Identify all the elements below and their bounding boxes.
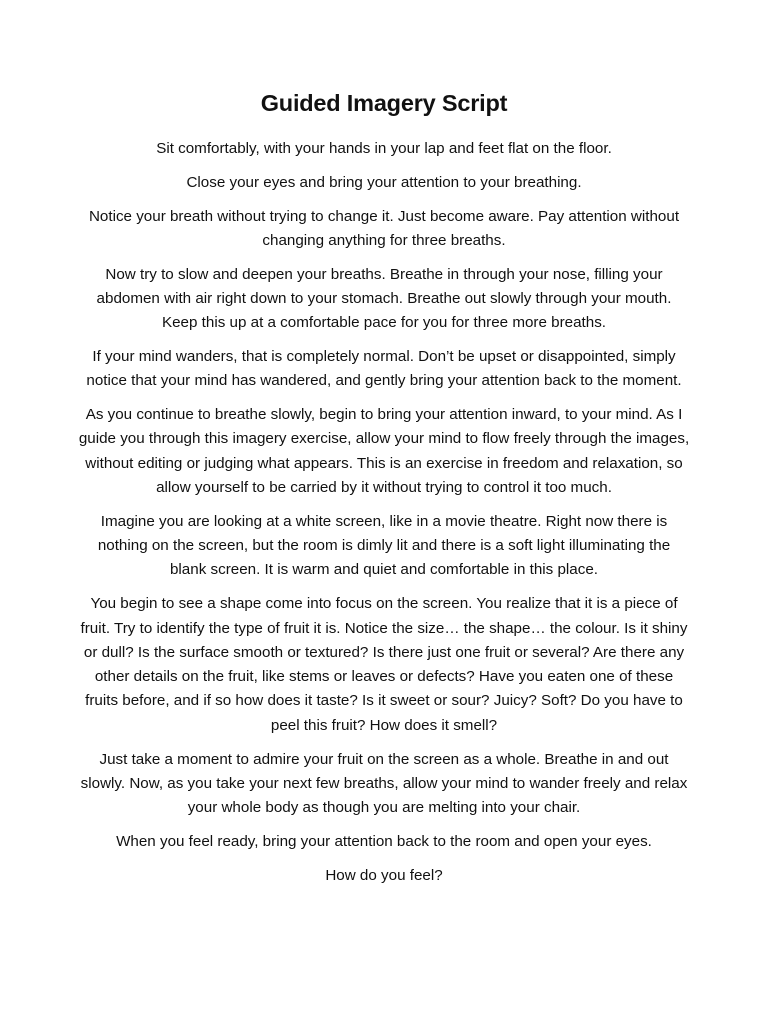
paragraph-instruction-fruit: You begin to see a shape come into focus on the screen. You realize that it is a piece of fruit. Try to identify the type of fruit it is. Notice the size… the shape… the colour. Is it shiny or dull? Is the surface smooth or textured? Is there just one fruit or several? Are there any other details on the fruit, like stems or leaves or defects? Have you eaten one of these fruits before, and if so how does it taste? Is it sweet or sour? Juicy? Soft? Do you have to peel this fruit? How does it smell? <box>80 595 688 734</box>
paragraph-instruction-deepen-breaths: Now try to slow and deepen your breaths. Breathe in through your nose, filling your abdomen with air right down to your stomach. Breathe out slowly through your mouth. Keep this up at a comfortable pace for you for three more breaths. <box>96 265 672 332</box>
paragraph-closing-question: How do you feel? <box>325 866 443 884</box>
paragraph-instruction-open-eyes: When you feel ready, bring your attention back to the room and open your eyes. <box>116 832 652 850</box>
document-title: Guided Imagery Script <box>260 90 508 116</box>
paragraph-instruction-sit: Sit comfortably, with your hands in your lap and feet flat on the floor. <box>156 140 612 157</box>
paragraph-instruction-admire-fruit: Just take a moment to admire your fruit on the screen as a whole. Breathe in and out slowly. Now, as you take your next few breaths, allow your mind to wander freely and relax your whole body as though you are melting into your chair. <box>80 750 688 817</box>
paragraph-instruction-notice-breath: Notice your breath without trying to change it. Just become aware. Pay attention without changing anything for three breaths. <box>88 207 680 249</box>
paragraph-instruction-mind-wanders: If your mind wanders, that is completely normal. Don’t be upset or disappointed, simply notice that your mind has wandered, and gently bring your attention back to the moment. <box>86 348 682 390</box>
paragraph-instruction-white-screen: Imagine you are looking at a white screen, like in a movie theatre. Right now there is nothing on the screen, but the room is dimly lit and there is a soft light illuminating the blank screen. It is warm and quiet and comfortable in this place. <box>97 512 671 579</box>
paragraph-instruction-close-eyes: Close your eyes and bring your attention to your breathing. <box>186 173 582 191</box>
paragraph-instruction-attention-inward: As you continue to breathe slowly, begin to bring your attention inward, to your mind. As I guide you through this imagery exercise, allow your mind to flow freely through the images, without editing or judging what appears. This is an exercise in freedom and relaxation, so allow yourself to be carried by it without trying to control it too much. <box>78 406 690 497</box>
